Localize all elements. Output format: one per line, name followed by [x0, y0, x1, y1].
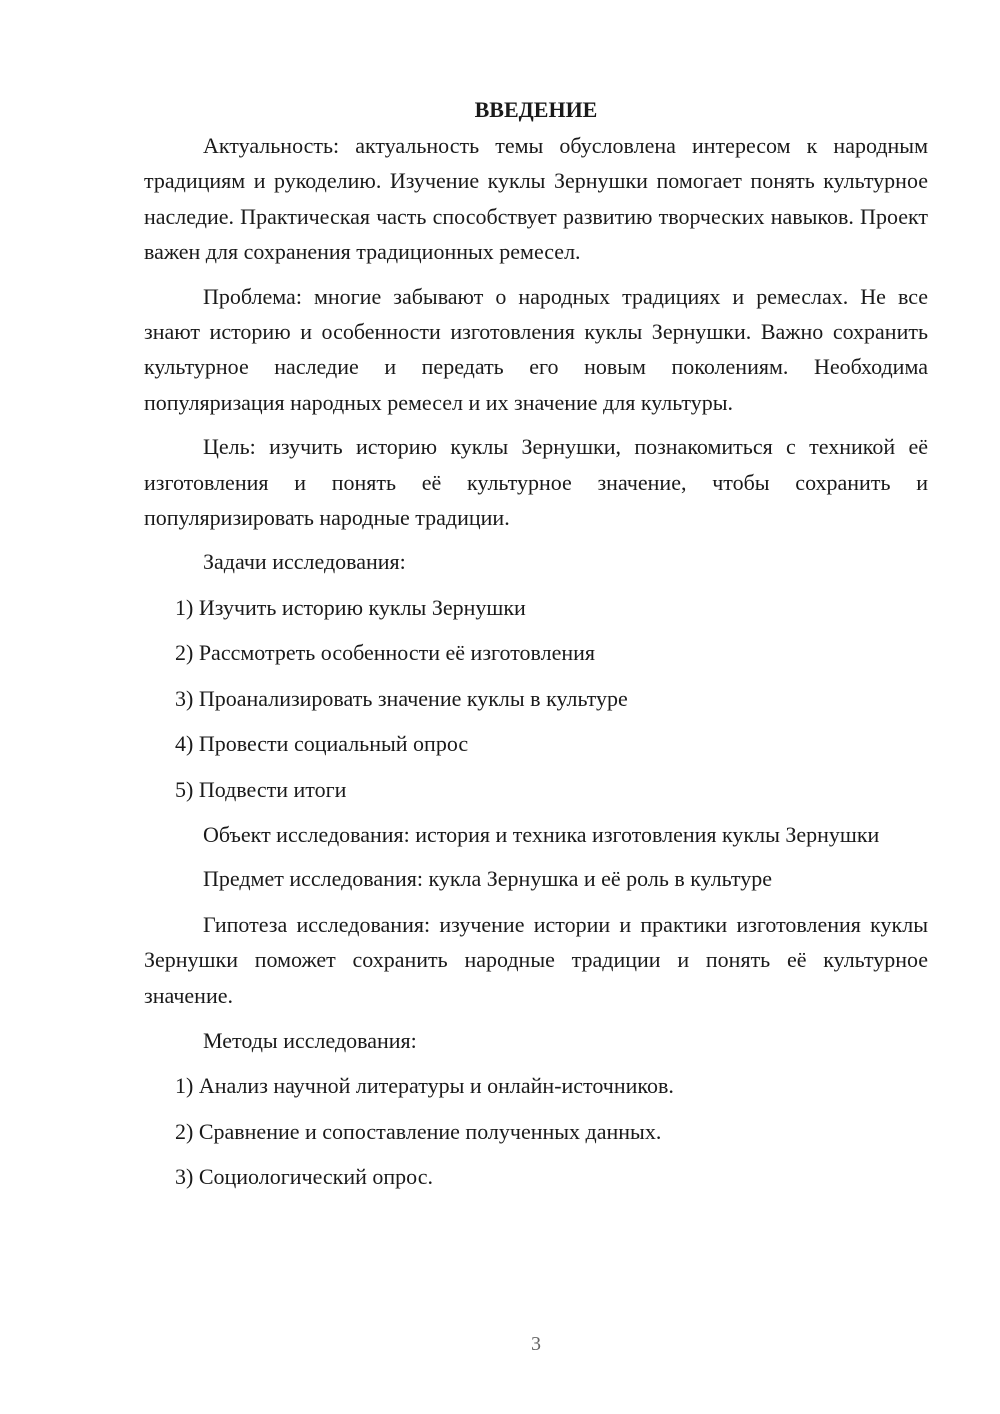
methods-heading: Методы исследования: — [203, 1027, 417, 1053]
tasks-heading: Задачи исследования: — [203, 549, 406, 575]
hypothesis-paragraph: Гипотеза исследования: изучение истории и практики изготовления куклы Зернушки поможет сохранить народные традиции и понять её культурное значение. — [144, 911, 928, 1008]
problem-paragraph: Проблема: многие забывают о народных традициях и ремеслах. Не все знают историю и особенности изготовления куклы Зернушки. Важно сохранить культурное наследие и передать его новым поколениям. Необходима популяризация народных ремесел и их значение для культуры. — [144, 283, 928, 415]
task-item-5: 5) Подвести итоги — [175, 776, 347, 802]
task-item-1: 1) Изучить историю куклы Зернушки — [175, 594, 526, 620]
document-page — [144, 94, 928, 1205]
task-item-4: 4) Провести социальный опрос — [175, 731, 469, 757]
relevance-paragraph: Актуальность: актуальность темы обусловлена интересом к народным традициям и рукоделию. Изучение куклы Зернушки помогает понять культурное наследие. Практическая часть способствует развитию творческих навыков. Проект важен для сохранения традиционных ремесел. — [144, 133, 928, 265]
object-paragraph: Объект исследования: история и техника изготовления куклы Зернушки — [203, 821, 880, 847]
task-item-2: 2) Рассмотреть особенности её изготовления — [175, 640, 596, 666]
goal-paragraph: Цель: изучить историю куклы Зернушки, познакомиться с техникой её изготовления и понять её культурное значение, чтобы сохранить и популяризировать народные традиции. — [144, 434, 928, 531]
subject-paragraph: Предмет исследования: кукла Зернушка и её роль в культуре — [203, 866, 772, 892]
page-number: 3 — [531, 1333, 541, 1355]
task-item-3: 3) Проанализировать значение куклы в культуре — [175, 685, 628, 711]
method-item-1: 1) Анализ научной литературы и онлайн-источников. — [175, 1073, 674, 1099]
method-item-2: 2) Сравнение и сопоставление полученных данных. — [175, 1118, 662, 1144]
method-item-3: 3) Социологический опрос. — [175, 1164, 433, 1190]
page-title: ВВЕДЕНИЕ — [474, 97, 598, 122]
